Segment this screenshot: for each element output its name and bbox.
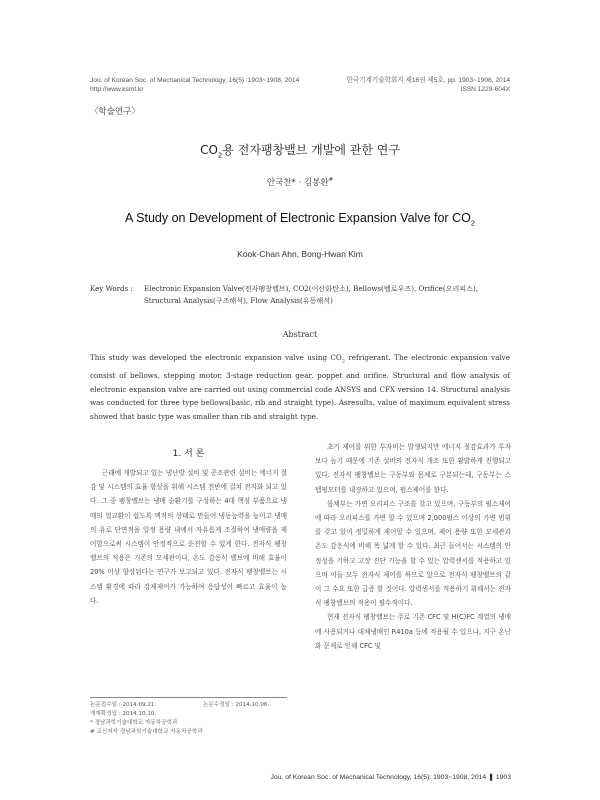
intro-paragraph-3: 몸체부는 가변 오리피스 구조를 갖고 있으며, 구동부의 펄스제어에 따라 오리피스를 가변 할 수 있으며 2,000펄스 이상의 가변 범위를 갖고 있어 정밀하게 제어할 수 있으며, 제어 용량 또한 모세관과 온도 감응식에 비해 폭 넓게 할 수 있다. 최근 들어서는 시스템의 안정성을 기하고 고장 진단 기능을 할 수 있는 압력센서를 적용하고 있으며 이들 모두 전자식 제어를 하므로 앞으로 전자식 팽창밸브의 같이 그 수요 또한 급증 할 것이다. 압력센서를 적용하기 위해서는 전자식 팽창밸브의 적용이 필수적이다.	[315, 499, 511, 608]
author-affiliation-1: * 경남과학기술대학교 자동차공학과	[90, 720, 178, 726]
abstract-text-2: refrigerant. The electronic expansion valve consist of bellows, stepping motor, 3-stage reduction gear, poppet and orifice. Structural and flow analysis of electronic expansion valve are carried out using commercial code ANSYS and CFX version 14. Structural analysis was conducted for three type bellows(basic, rib and straight type). Asresults, value of maximum equivalent stress showed that basic type was smaller than rib and straight type.	[90, 353, 510, 421]
journal-header-right	[346, 76, 510, 94]
right-column	[315, 440, 511, 653]
authors-korean-names: 안국찬* · 김봉환	[266, 178, 329, 188]
title-english-sub: 2	[470, 218, 475, 228]
authors-korean	[0, 176, 600, 188]
abstract-heading: Abstract	[282, 330, 318, 339]
keywords-list	[144, 283, 524, 307]
keywords-label: Key Words :	[90, 284, 133, 293]
page-footer	[271, 773, 511, 781]
title-korean	[0, 141, 600, 159]
abstract-text-1: This study was developed the electronic expansion valve using CO	[90, 353, 342, 362]
journal-issn: ISSN 1229-604X	[460, 86, 510, 93]
abstract-sub: 2	[341, 358, 346, 365]
abstract-body	[90, 351, 510, 423]
journal-citation-ko: 한국기계기술학회지 제16권 제5호, pp. 1903~1908, 2014	[346, 77, 510, 84]
title-korean-pre: CO	[200, 143, 218, 157]
page-number: 1903	[493, 774, 511, 781]
authors-english: Kook-Chan Ahn, Bong-Hwan Kim	[237, 249, 363, 259]
keywords-line-1: Electronic Expansion Valve(전자팽창밸브), CO2(이산화탄소), Bellows(벨로우즈), Orifice(오리피스),	[144, 284, 479, 293]
title-english	[0, 211, 600, 228]
title-korean-post: 용 전자팽창밸브 개발에 관한 연구	[222, 143, 400, 157]
intro-paragraph-2: 초기 제어를 위한 투자비는 발생되지만 에너지 절감효과가 투자보다 높기 때문에 기존 설비의 전자식 개조 또한 활발하게 진행되고 있다. 전자식 팽창밸브는 구동부와 몸체로 구분되는데, 구동부는 스텝핑모터를 내장하고 있으며, 펄스제어를 한다.	[315, 443, 511, 494]
journal-url[interactable]: http://www.ksmt.kr	[90, 86, 144, 93]
footer-citation: Jou. of Korean Soc. of Mechanical Technology, 16(5): 1903~1908, 2014	[270, 774, 489, 781]
intro-paragraph-4: 현재 전자식 팽창밸브는 주로 기존 CFC 및 H(C)FC 계열의 냉매에 사용되거나 대체냉매인 R410a 등에 적용될 수 있으나, 지구 온난화 문제로 인해 CFC 및	[315, 613, 511, 650]
title-korean-sub: 2	[217, 151, 223, 160]
journal-header-left	[90, 76, 299, 94]
received-date: 논문접수일 : 2014.09.21.	[90, 702, 157, 708]
article-category: 〈학술연구〉	[90, 107, 140, 117]
intro-paragraph-1: 근래에 개발되고 있는 냉난방 설비 및 공조관련 설비는 에너지 절감 및 시스템의 효율 향상을 위해 시스템 전반에 걸쳐 전자화 되고 있다. 그 중 팽창밸브는 냉매 순환기를 구성하는 4대 핵심 부품으로 냉매의 열교환이 쉽도록 액적의 상태로 만들어 냉동능력을 높이고 냉매의 유로 단면적을 일정 용량 내에서 자유롭게 조절하여 냉매량을 제어함으로써 시스템이 안정적으로 운전할 수 있게 한다. 전자식 팽창밸브의 적용은 기존의 모세관이나, 온도 감응식 밸브에 비해 효율이 20% 이상 향상된다는 연구가 보고되고 있다. 전자식 팽창밸브는 시스템 환경에 따라 강제제어가 가능하여 응답성이 빠르고 효율이 높다.	[90, 469, 287, 605]
corresponding-mark: #	[328, 177, 334, 184]
footer-separator: ❚	[488, 774, 494, 781]
accepted-date: 게재확정일 : 2014.10.10.	[90, 711, 157, 717]
keywords-line-2: Structural Analysis(구조해석), Flow Analysis(유동해석)	[144, 296, 333, 305]
journal-citation-en: Jou. of Korean Soc. of Mechanical Technology, 16(5) :1903~1908, 2014	[90, 77, 300, 84]
left-column	[90, 466, 287, 608]
author-affiliation-2: # 교신저자 경남과학기술대학교 자동차공학과	[90, 729, 203, 735]
section-heading-introduction: 1. 서 론	[172, 449, 205, 459]
title-english-main: A Study on Development of Electronic Expansion Valve for CO	[125, 211, 471, 225]
revised-date: 논문수정일 : 2014.10.06.	[203, 702, 270, 708]
notes-divider	[90, 697, 287, 698]
